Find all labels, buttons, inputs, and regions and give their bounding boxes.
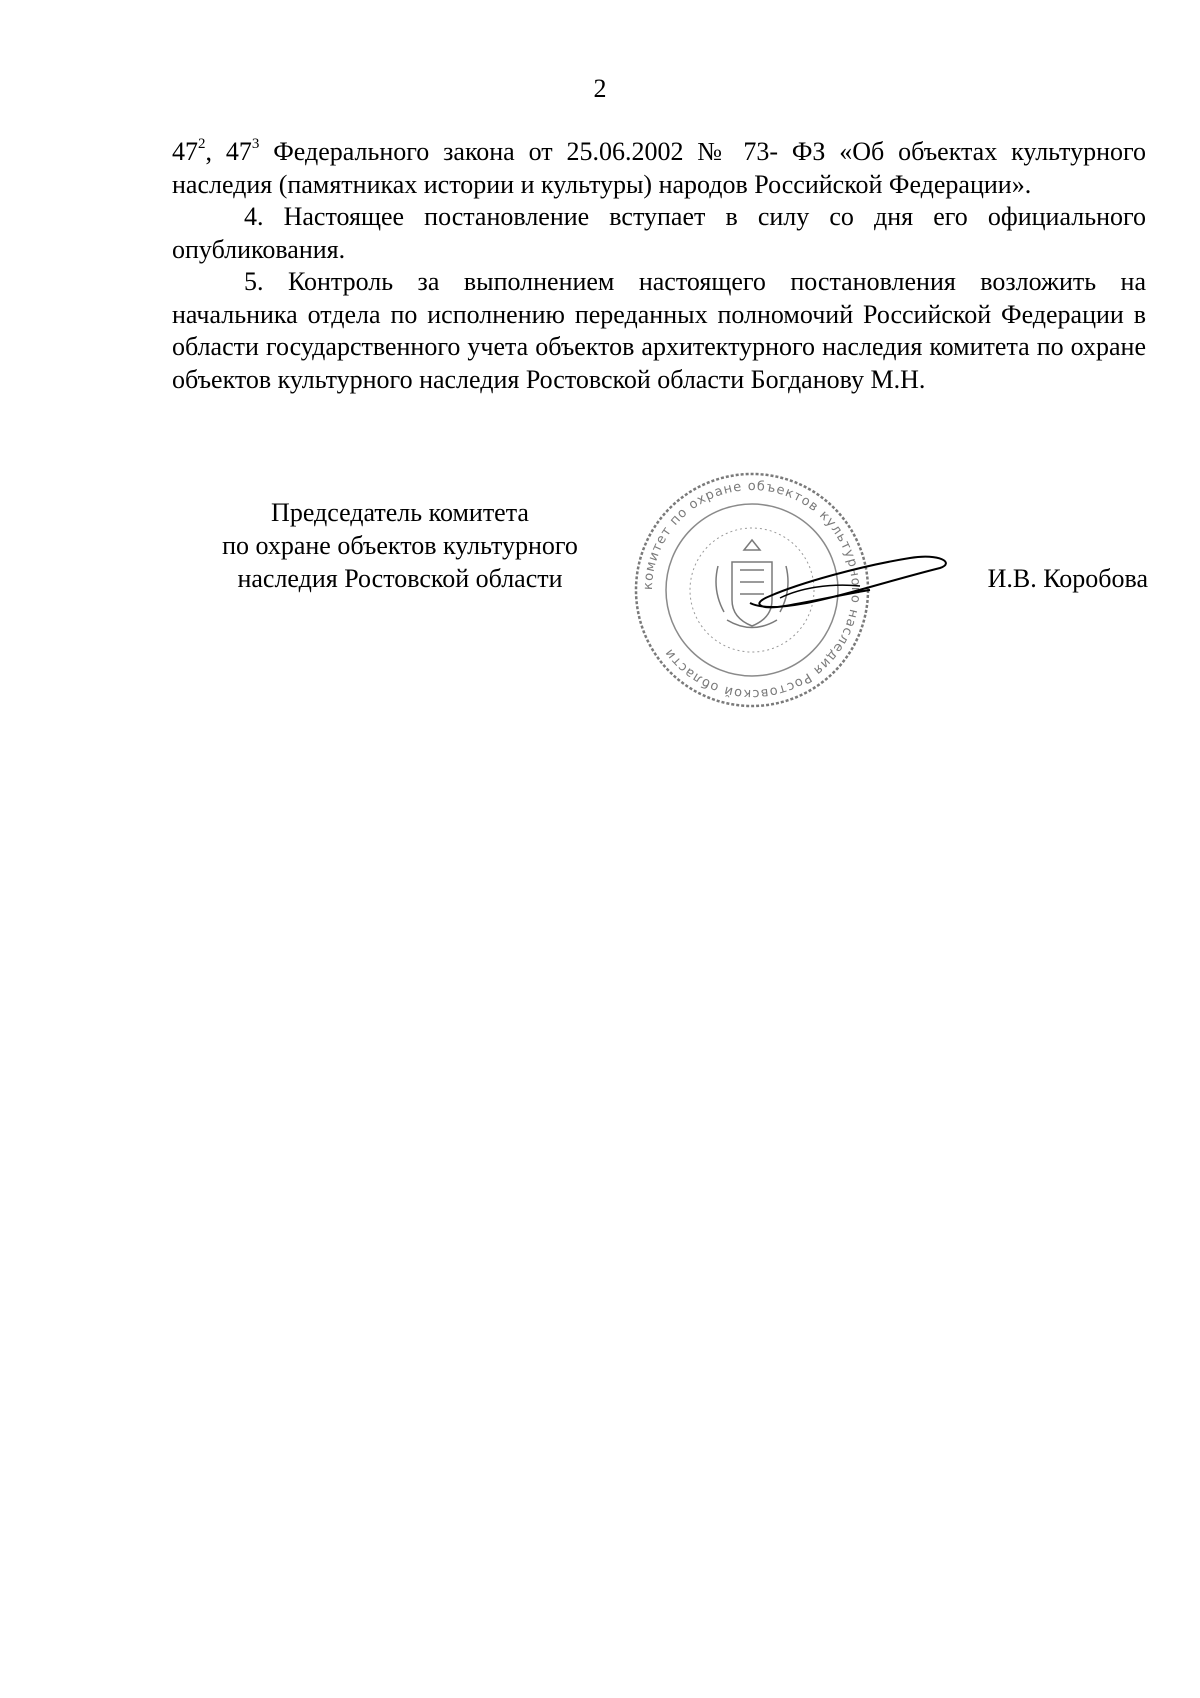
signer-title-line: по охране объектов культурного [222, 531, 578, 560]
article-superscript-1: 2 [198, 136, 206, 153]
article-superscript-2: 3 [251, 136, 260, 153]
handwritten-signature [740, 548, 950, 618]
signer-title-line: наследия Ростовской области [237, 564, 563, 593]
paragraph-item-4: 4. Настоящее постановление вступает в силу со дня его официального опубликования. [172, 202, 1146, 264]
law-reference-text: Федерального закона от 25.06.2002 № 73- ФЗ «Об объектах культурного наследия (памятниках истории и культуры) народов Российской Федерации». [172, 137, 1146, 199]
paragraph-item-5: 5. Контроль за выполнением настоящего постановления возложить на начальника отдела по исполнению переданных полномочий Российской Федерации в области государственного учета объектов архитектурного наследия комитета по охране объектов культурного наследия Ростовской области Богданову М.Н. [172, 267, 1146, 394]
page-number: 2 [593, 74, 607, 103]
signer-title-line: Председатель комитета [271, 498, 529, 527]
seal-outer-text: комитет по охране объектов культурного наследия Ростовской области [640, 478, 864, 702]
article-number-2: , 47 [205, 137, 252, 166]
paragraph-law-reference [172, 136, 1146, 201]
article-number-1: 47 [172, 137, 198, 166]
signer-name: И.В. Коробова [987, 564, 1148, 593]
signer-title [185, 496, 615, 595]
document-body [172, 136, 1146, 396]
